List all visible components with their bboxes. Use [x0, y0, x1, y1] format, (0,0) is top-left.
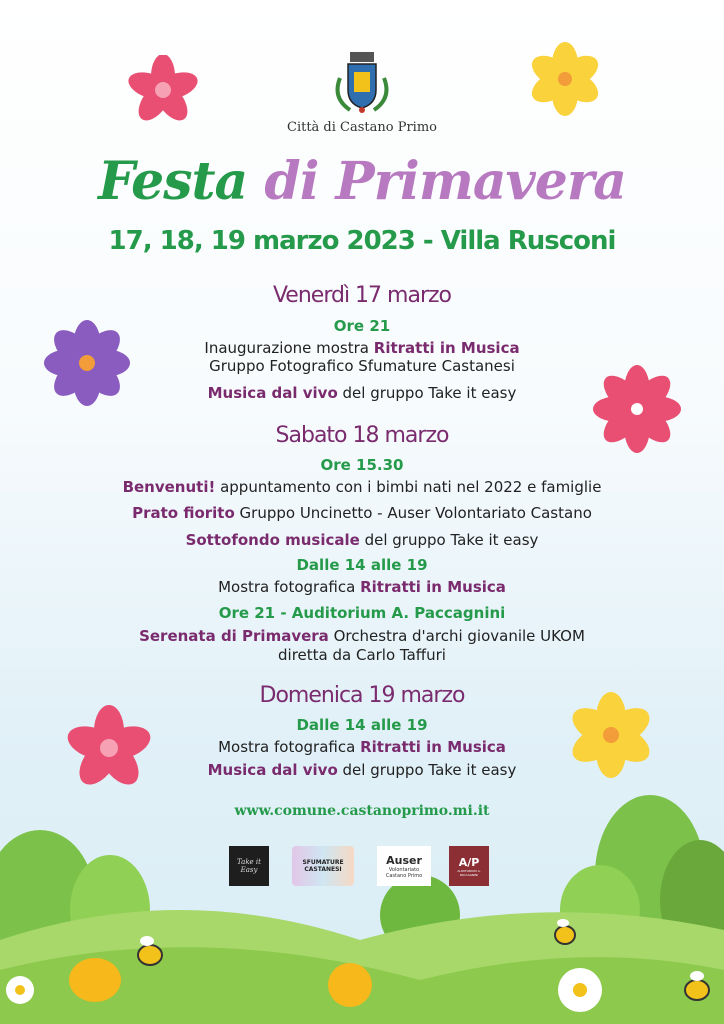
- friday-line-2: Gruppo Fotografico Sfumature Castanesi: [209, 357, 515, 375]
- logo-auser-name: Auser: [386, 853, 422, 867]
- event-dates-location: 17, 18, 19 marzo 2023 - Villa Rusconi: [108, 226, 616, 256]
- logo-take-it-easy: [229, 846, 269, 886]
- sunday-time: Dalle 14 alle 19: [296, 716, 428, 734]
- title-festa: Festa: [98, 151, 248, 212]
- event-title: [0, 150, 724, 214]
- coat-of-arms-icon: [330, 48, 394, 116]
- tulip-center: [328, 963, 372, 1007]
- friday-heading: Venerdì 17 marzo: [272, 283, 452, 308]
- saturday-line-4-highlight: Ritratti in Musica: [360, 578, 506, 596]
- sunday-line-2-post: del gruppo Take it easy: [337, 761, 517, 779]
- daisy-right: [558, 968, 602, 1012]
- saturday-heading: Sabato 18 marzo: [275, 423, 449, 448]
- logo-take-it-easy-text: Take it Easy: [237, 858, 261, 874]
- saturday-line-5-post: Orchestra d'archi giovanile UKOM: [328, 627, 585, 645]
- sunday-line-2-highlight: Musica dal vivo: [207, 761, 338, 779]
- saturday-line-6: diretta da Carlo Taffuri: [278, 646, 446, 664]
- saturday-line-4: [0, 578, 724, 596]
- logo-paccagnini-mark: A/P: [458, 855, 480, 869]
- saturday-line-2-highlight: Prato fiorito: [132, 504, 235, 522]
- friday-line-1-highlight: Ritratti in Musica: [373, 339, 520, 357]
- friday-line-3-highlight: Musica dal vivo: [207, 384, 338, 402]
- sunday-line-1-pre: Mostra fotografica: [218, 738, 361, 756]
- saturday-line-3-post: del gruppo Take it easy: [359, 531, 539, 549]
- friday-line-1-pre: Inaugurazione mostra: [204, 339, 374, 357]
- website-link[interactable]: www.comune.castanoprimo.mi.it: [234, 803, 490, 819]
- logo-paccagnini-label: AUDITORIUM A. PACCAGNINI: [457, 868, 481, 877]
- logo-auser: [377, 846, 431, 886]
- friday-line-1: [0, 339, 724, 357]
- saturday-line-4-pre: Mostra fotografica: [218, 578, 361, 596]
- daisy-left: [6, 976, 34, 1004]
- saturday-line-1-highlight: Benvenuti!: [122, 478, 216, 496]
- saturday-line-3-highlight: Sottofondo musicale: [185, 531, 360, 549]
- saturday-line-5-highlight: Serenata di Primavera: [139, 627, 329, 645]
- saturday-line-3: [0, 531, 724, 549]
- sunday-line-1: [0, 738, 724, 756]
- logo-sfumature-text: SFUMATURE CASTANESI: [302, 859, 344, 873]
- saturday-line-2: [0, 504, 724, 522]
- tulip-left: [69, 958, 121, 1002]
- flower-pink-top-left: [128, 55, 198, 125]
- flower-yellow-top-right: [528, 42, 602, 116]
- saturday-line-5: [0, 627, 724, 645]
- friday-line-3: [0, 384, 724, 402]
- title-di-primavera: di Primavera: [264, 151, 626, 212]
- logo-sfumature-castanesi: [292, 846, 354, 886]
- city-name: Città di Castano Primo: [287, 120, 437, 135]
- logo-auser-sub1: Volontariato: [388, 866, 420, 873]
- saturday-line-1-post: appuntamento con i bimbi nati nel 2022 e famiglie: [215, 478, 602, 496]
- sunday-heading: Domenica 19 marzo: [259, 683, 465, 708]
- saturday-time-2: Dalle 14 alle 19: [296, 556, 428, 574]
- logo-auditorium-paccagnini: [449, 846, 489, 886]
- sunday-line-2: [0, 761, 724, 779]
- sunday-line-1-highlight: Ritratti in Musica: [360, 738, 506, 756]
- saturday-line-2-post: Gruppo Uncinetto - Auser Volontariato Castano: [234, 504, 592, 522]
- friday-line-3-post: del gruppo Take it easy: [337, 384, 517, 402]
- friday-time: Ore 21: [333, 317, 391, 335]
- saturday-time-1: Ore 15.30: [320, 456, 404, 474]
- logo-auser-sub2: Castano Primo: [385, 872, 423, 879]
- saturday-line-1: [0, 478, 724, 496]
- saturday-time-3: Ore 21 - Auditorium A. Paccagnini: [218, 604, 506, 622]
